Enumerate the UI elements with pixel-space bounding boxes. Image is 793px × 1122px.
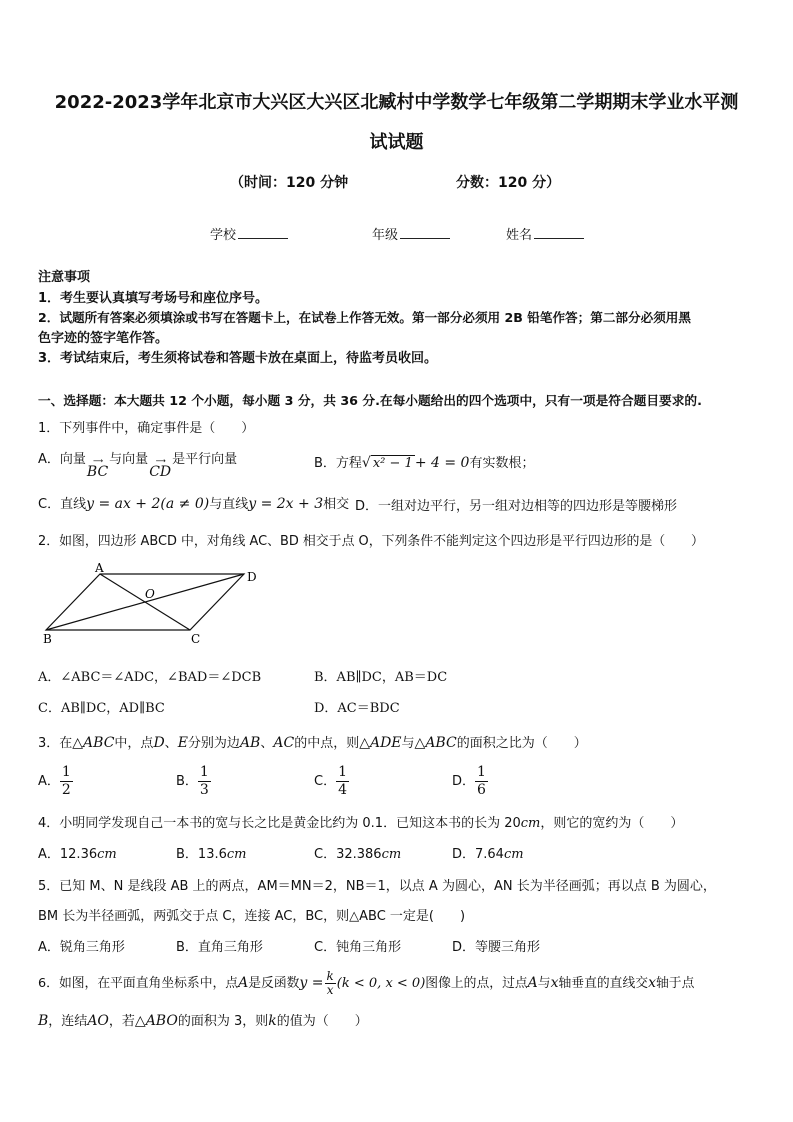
q3-option-d: D． $\frac{1}{6}$	[452, 764, 486, 798]
q3-option-c: C． $\frac{1}{4}$	[314, 764, 347, 798]
q2-stem: 2．如图，四边形 ABCD 中，对角线 AC、BD 相交于点 O，下列条件不能判定这个四边形是平行四边形的是（ ）	[38, 534, 704, 549]
page-title-continued: 试试题	[369, 132, 424, 153]
exam-time: （时间：120 分钟	[230, 175, 349, 191]
parallelogram-figure	[38, 562, 268, 648]
label-a: A	[95, 562, 104, 575]
q5-stem-line2: BM 长为半径画弧，两弧交于点 C，连接 AC，BC，则△ABC 一定是( )	[38, 909, 466, 924]
q2-option-b: B．AB∥DC，AB＝DC	[314, 670, 448, 685]
q6-stem-line1: 6．如图，在平面直角坐标系中，点A是反函数y = $\frac{k}{x}$ (k < 0, x < 0)图像上的点，过点A与x轴垂直的直线交x轴于点	[38, 969, 695, 997]
q1-stem: 1．下列事件中，确定事件是（ ）	[38, 421, 255, 436]
notice-item-2-cont: 色字迹的签字笔作答。	[38, 331, 169, 346]
q1-option-c: C．直线y = ax + 2(a ≠ 0)与直线y = 2x + 3相交	[38, 496, 350, 512]
diagonal-bd	[46, 574, 244, 630]
q4-option-a: A．12.36cm	[38, 847, 117, 862]
section-heading: 一、选择题：本大题共 12 个小题，每小题 3 分，共 36 分.在每小题给出的四个选项中，只有一项是符合题目要求的.	[38, 393, 702, 408]
school-label: 学校	[210, 228, 237, 243]
school-field	[210, 224, 288, 243]
q1-option-b: B．方程√ x² − 1 + 4 = 0有实数根；	[314, 455, 535, 471]
notice-item-2: 2．试题所有答案必须填涂或书写在答题卡上，在试卷上作答无效。第一部分必须用 2B 铅笔作答；第二部分必须用黑	[38, 310, 691, 325]
q4-stem: 4．小明同学发现自己一本书的宽与长之比是黄金比约为 0.1．已知这本书的长为 20cm，则它的宽约为（ ）	[38, 816, 684, 831]
q5-option-a: A．锐角三角形	[38, 940, 125, 955]
q2-option-d: D．AC＝BDC	[314, 701, 400, 716]
grade-field	[372, 224, 450, 243]
notice-item-1: 1．考生要认真填写考场号和座位序号。	[38, 291, 269, 306]
fraction: $\frac{1}{4}$	[338, 764, 347, 798]
fraction: $\frac{1}{3}$	[199, 764, 209, 798]
q4-option-c: C．32.386cm	[314, 847, 402, 862]
exam-score: 分数：120 分）	[456, 175, 561, 191]
name-label: 姓名	[506, 228, 533, 243]
q1-option-a: A．向量 ⟶ BC 与向量 ⟶ CD 是平行向量	[38, 452, 238, 480]
q5-option-d: D．等腰三角形	[452, 940, 541, 955]
fraction: $\frac{1}{6}$	[477, 764, 486, 798]
q3-option-a: A． $\frac{1}{2}$	[38, 764, 71, 798]
q5-stem-line1: 5．已知 M、N 是线段 AB 上的两点，AM＝MN＝2，NB＝1，以点 A 为圆心，AN 长为半径画弧；再以点 B 为圆心，	[38, 879, 716, 894]
q3-stem: 3．在△ABC中，点D、E分别为边AB、AC的中点，则△ADE与△ABC的面积之比为（ ）	[38, 735, 587, 751]
grade-label: 年级	[372, 228, 399, 243]
fraction-k-over-x: $\frac{k}{x}$	[326, 969, 334, 997]
q5-option-b: B．直角三角形	[176, 940, 263, 955]
vector-bc: ⟶ BC	[86, 457, 109, 480]
q4-option-b: B．13.6cm	[176, 847, 247, 862]
label-d: D	[247, 570, 257, 584]
q6-stem-line2: B，连结AO，若△ABO的面积为 3，则k的值为（ ）	[38, 1013, 368, 1029]
label-c: C	[191, 632, 201, 646]
page-title: 2022-2023学年北京市大兴区大兴区北臧村中学数学七年级第二学期期末学业水平测	[54, 92, 739, 113]
q2-option-c: C．AB∥DC，AD∥BC	[38, 701, 165, 716]
q4-option-d: D．7.64cm	[452, 847, 524, 862]
name-field	[506, 224, 584, 243]
vector-cd: ⟶ CD	[149, 457, 172, 480]
q5-option-c: C．钝角三角形	[314, 940, 402, 955]
q1-option-d: D．一组对边平行，另一组对边相等的四边形是等腰梯形	[355, 499, 678, 514]
label-o: O	[145, 587, 155, 601]
q2-option-a: A．∠ABC＝∠ADC，∠BAD＝∠DCB	[38, 670, 262, 685]
fraction: $\frac{1}{2}$	[61, 764, 71, 798]
notice-item-3: 3．考试结束后，考生须将试卷和答题卡放在桌面上，待监考员收回。	[38, 351, 438, 366]
label-b: B	[43, 632, 52, 646]
q3-option-b: B． $\frac{1}{3}$	[176, 764, 209, 798]
notice-heading: 注意事项	[38, 270, 91, 285]
